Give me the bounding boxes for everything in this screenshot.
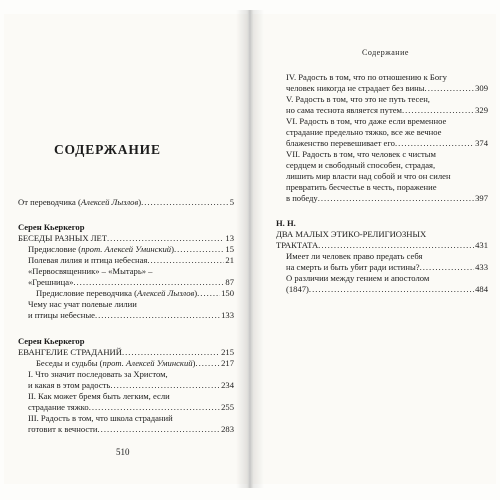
toc-entry-line: Чему нас учат полевые лилии (28, 299, 137, 309)
toc-entry-line: превратить бесчестье в честь, поражение (286, 182, 437, 192)
toc-entry-line: IV. Радость в том, что по отношению к Богу (286, 72, 447, 82)
toc-entry-line: II. Как может бремя быть легким, если (28, 391, 170, 401)
toc-entry-line: VI. Радость в том, что даже если временное (286, 116, 447, 126)
toc-entry: (1847) ..... 484 (286, 284, 488, 295)
toc-entry-line: VII. Радость в том, что человек с чистым (286, 149, 437, 159)
section-title: ТРАКТАТА ..... 431 (276, 240, 488, 251)
book-gutter (236, 10, 264, 488)
toc-entry: Полевая лилия и птица небесная ..... 21 (28, 255, 234, 266)
section-title-line: ДВА МАЛЫХ ЭТИКО-РЕЛИГИОЗНЫХ (276, 229, 427, 239)
toc-entry-line: III. Радость в том, что школа страданий (28, 413, 173, 423)
toc-entry: на смерть и быть убит ради истины? ..... 433 (286, 262, 488, 273)
section-author: Серен Кьеркегор (18, 336, 85, 346)
toc-entry-line: «Первосвященник» – «Мытарь» – (28, 266, 153, 276)
toc-entry-line: О различии между гением и апостолом (286, 273, 430, 283)
toc-entry-line: страдание предельно тяжко, все же вечное (286, 127, 442, 137)
toc-entry-line: лишить мир власти над собой и что он силен (286, 171, 451, 181)
toc-entry: и какая в этом радость ..... 234 (28, 380, 234, 391)
toc-entry: в победу ..... 397 (286, 193, 488, 204)
toc-entry: готовит к вечности ..... 283 (28, 424, 234, 435)
page-title: СОДЕРЖАНИЕ (54, 142, 161, 157)
toc-entry: но сама теснота является путем ..... 329 (286, 105, 488, 116)
page-number: 510 (116, 447, 130, 457)
toc-entry: «Грешница» ..... 87 (28, 277, 234, 288)
toc-entry-line: I. Что значит последовать за Христом, (28, 369, 168, 379)
section-author: Серен Кьеркегор (18, 222, 85, 232)
toc-entry: человек никогда не страдает без вины ..... 309 (286, 83, 488, 94)
running-head: Содержание (362, 48, 409, 57)
left-page (4, 14, 248, 484)
toc-entry-line: Имеет ли человек право предать себя (286, 251, 423, 261)
toc-entry: и птицы небесные ..... 133 (28, 310, 234, 321)
toc-entry-translator: От переводчика (Алексей Лызлов) ..... 5 (18, 197, 234, 208)
right-page (252, 14, 496, 484)
section-title: БЕСЕДЫ РАЗНЫХ ЛЕТ ..... 13 (18, 233, 234, 244)
toc-entry-preface: Предисловие (прот. Алексей Уминский) ..... 15 (28, 244, 234, 255)
section-author: Н. Н. (276, 218, 296, 228)
toc-entry: страдание тяжко ..... 255 (28, 402, 234, 413)
toc-entry-line: сердцем и свободный способен, страдая, (286, 160, 436, 170)
toc-entry-translator-preface: Предисловие переводчика (Алексей Лызлов) ..... 150 (36, 288, 234, 299)
toc-entry: блаженство перевешивает его ..... 374 (286, 138, 488, 149)
toc-entry-line: V. Радость в том, что это не путь тесен, (286, 94, 430, 104)
toc-entry-conversations: Беседы и судьбы (прот. Алексей Уминский) ..... 217 (36, 358, 234, 369)
section-title: ЕВАНГЕЛИЕ СТРАДАНИЙ ..... 215 (18, 347, 234, 358)
